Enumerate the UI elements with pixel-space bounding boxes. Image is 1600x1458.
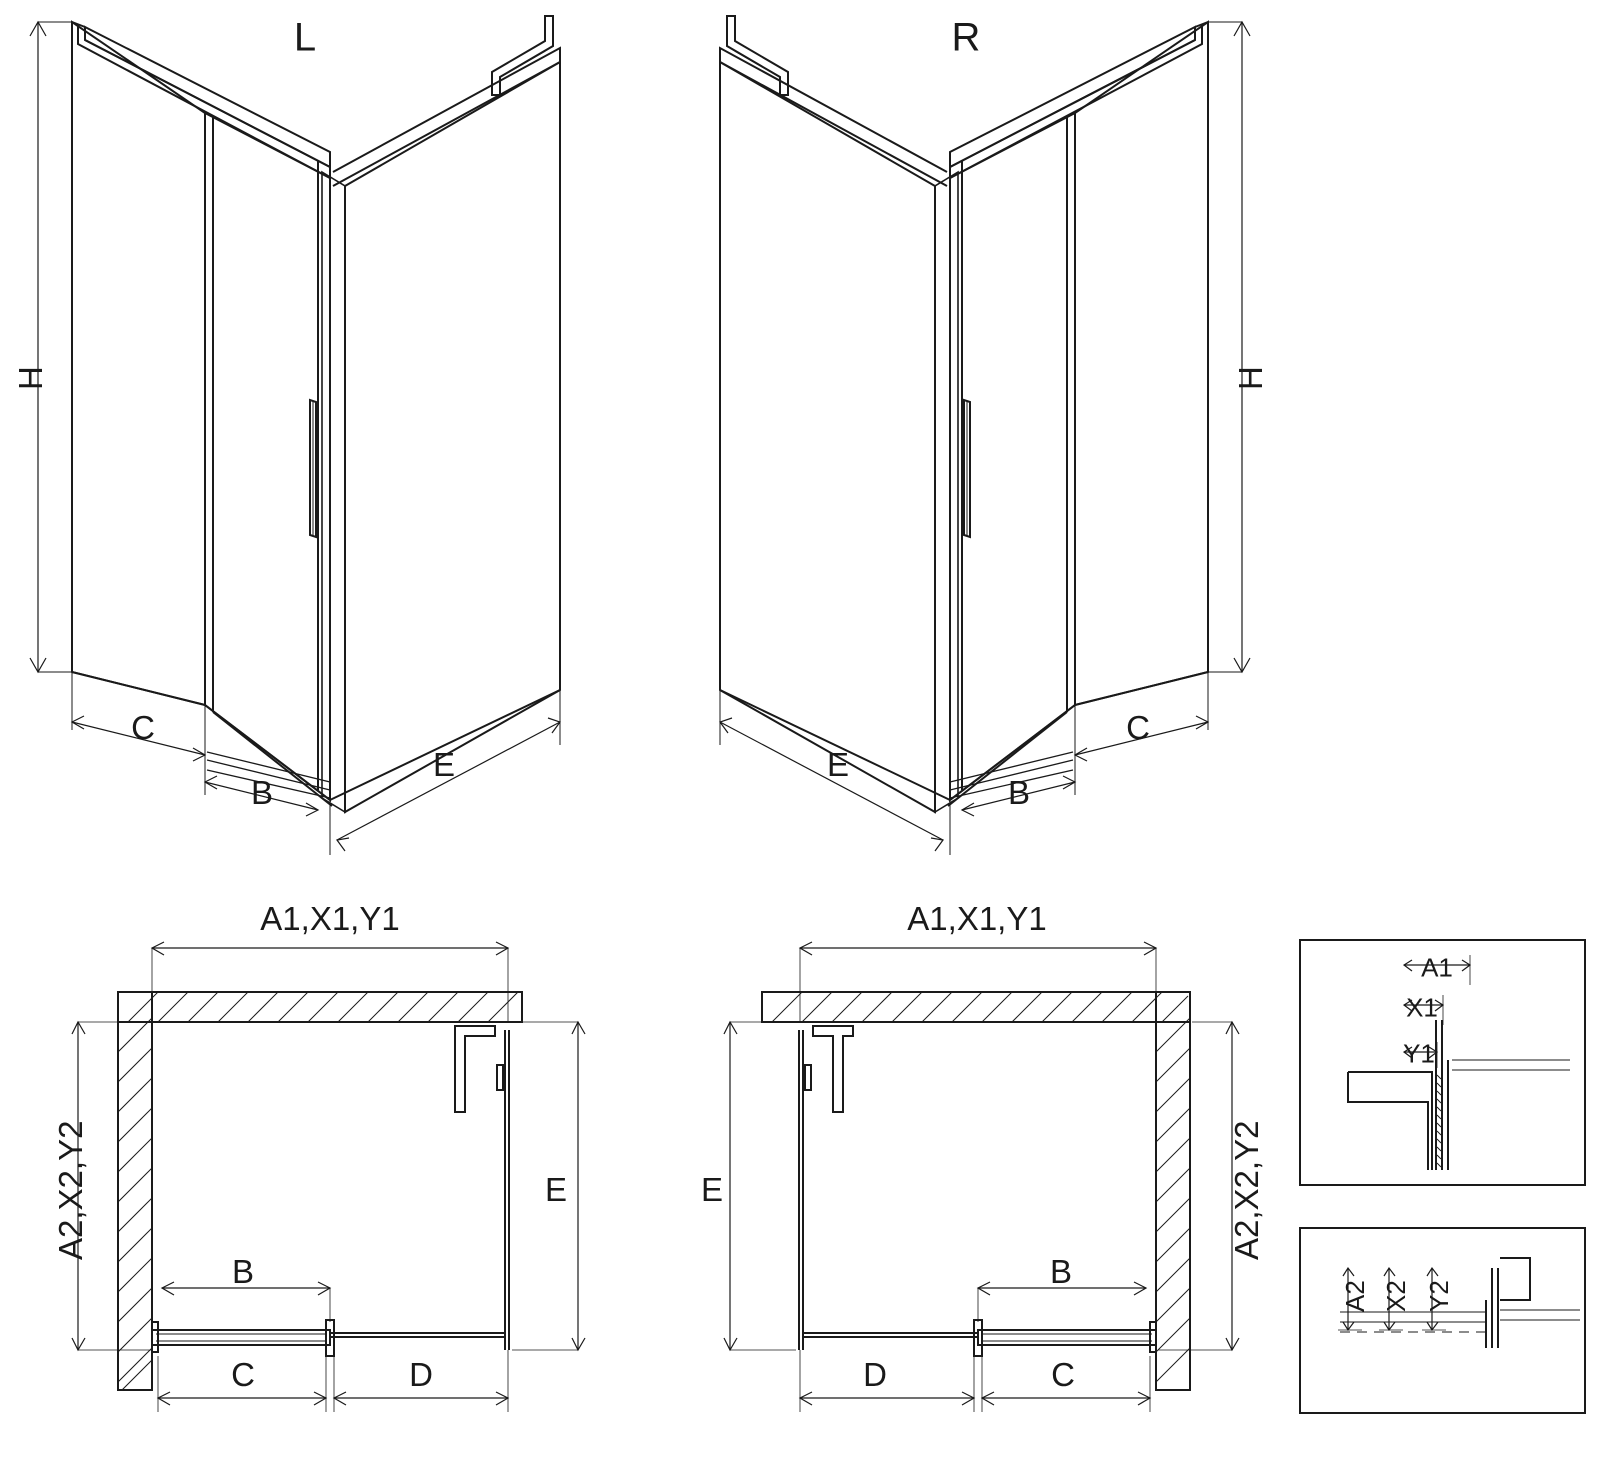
iso-right-dimensions xyxy=(720,22,1250,851)
plan-right-dim-left: E xyxy=(700,1171,724,1208)
plan-right-dim-b: B xyxy=(1049,1253,1073,1290)
iso-right-dim-c: C xyxy=(1126,709,1150,746)
plan-right-dim-c: C xyxy=(1051,1356,1075,1393)
plan-left-dim-b: B xyxy=(231,1253,255,1290)
detail-bottom-dim-x2: X2 xyxy=(1381,1280,1411,1312)
plan-right-dim-right: A2,X2,Y2 xyxy=(1228,1120,1265,1260)
detail-bottom-dim-y2: Y2 xyxy=(1424,1280,1454,1312)
plan-left-dim-top: A1,X1,Y1 xyxy=(260,900,400,937)
plan-right-view xyxy=(762,992,1190,1390)
plan-left-dim-d: D xyxy=(409,1356,433,1393)
iso-right-title: R xyxy=(951,15,981,60)
iso-right-dim-b: B xyxy=(1007,774,1031,811)
plan-left-dim-c: C xyxy=(231,1356,255,1393)
plan-right-dim-d: D xyxy=(863,1356,887,1393)
detail-top-dim-y1: Y1 xyxy=(1403,1038,1435,1069)
plan-right-dim-top: A1,X1,Y1 xyxy=(907,900,1047,937)
plan-left-dim-left: A2,X2,Y2 xyxy=(52,1120,89,1260)
iso-right-dim-e: E xyxy=(826,746,850,783)
detail-bottom-view xyxy=(1300,1228,1585,1413)
iso-left-dim-h: H xyxy=(12,366,49,390)
iso-left-dim-e: E xyxy=(432,746,456,783)
detail-bottom-dim-a2: A2 xyxy=(1340,1280,1370,1312)
iso-left-title: L xyxy=(293,15,317,60)
iso-left-dimensions xyxy=(30,22,560,851)
iso-left-dim-b: B xyxy=(250,774,274,811)
plan-left-dim-right: E xyxy=(544,1171,568,1208)
iso-right-dim-h: H xyxy=(1232,366,1269,390)
plan-left-view xyxy=(118,992,522,1390)
detail-top-dim-a1: A1 xyxy=(1421,952,1453,983)
detail-top-dim-x1: X1 xyxy=(1406,992,1438,1023)
iso-left-dim-c: C xyxy=(131,709,155,746)
